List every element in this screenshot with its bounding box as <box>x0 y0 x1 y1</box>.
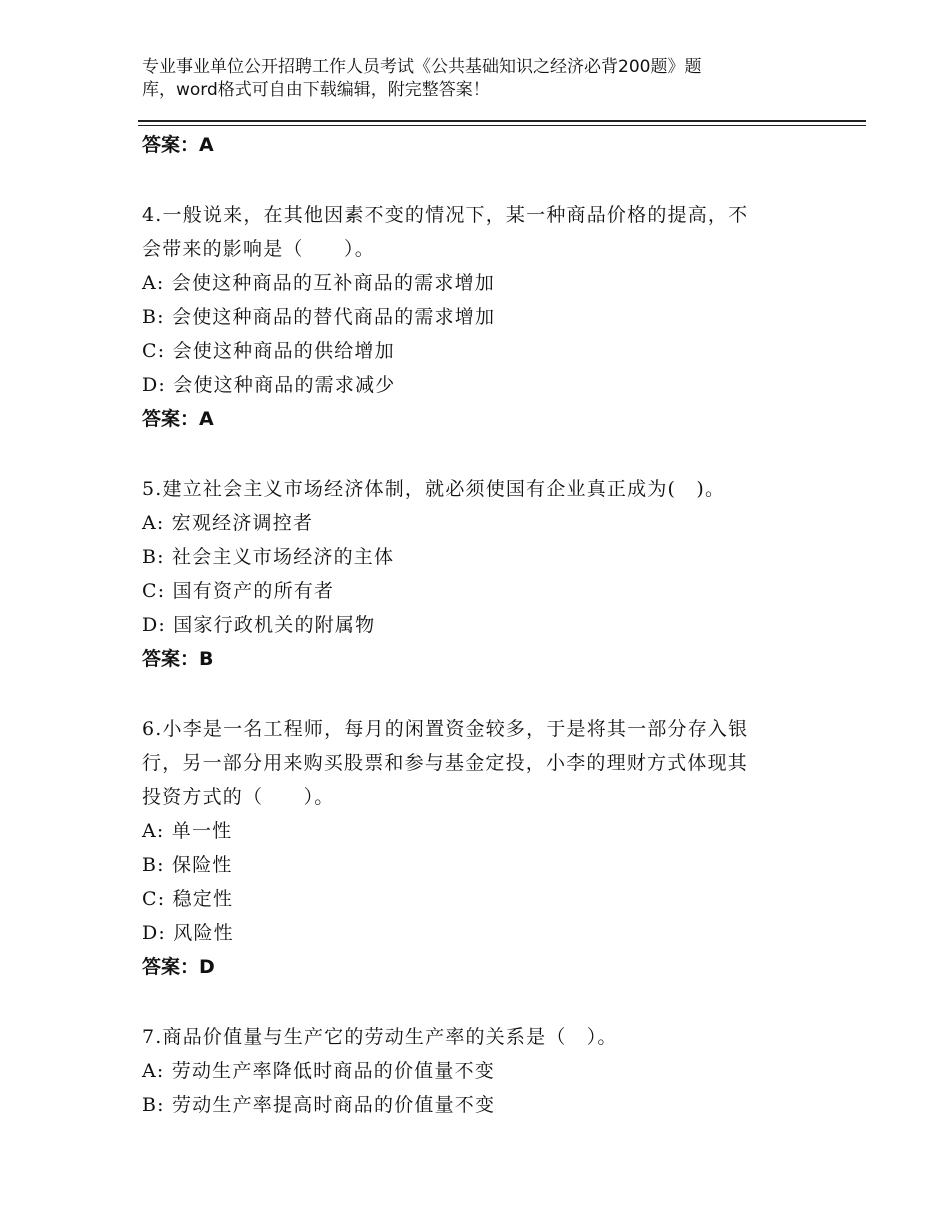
option-d: D: 会使这种商品的需求减少 <box>142 374 396 396</box>
question-list <box>142 128 822 1122</box>
question-7 <box>142 1020 822 1122</box>
option-d: D: 国家行政机关的附属物 <box>142 614 376 636</box>
question-text <box>142 472 822 506</box>
question-line: 4.一般说来，在其他因素不变的情况下，某一种商品价格的提高，不 <box>142 204 749 226</box>
option-a: A: 劳动生产率降低时商品的价值量不变 <box>142 1060 495 1082</box>
option-c: C: 稳定性 <box>142 888 234 910</box>
header-divider <box>138 120 866 126</box>
option-b: B: 劳动生产率提高时商品的价值量不变 <box>142 1094 496 1116</box>
header-line-2: 库，word格式可自由下载编辑，附完整答案！ <box>142 80 490 100</box>
option-a: A: 会使这种商品的互补商品的需求增加 <box>142 272 495 294</box>
question-line: 6.小李是一名工程师，每月的闲置资金较多，于是将其一部分存入银 <box>142 718 749 740</box>
option-d: D: 风险性 <box>142 922 234 944</box>
question-text <box>142 712 822 814</box>
option-b: B: 社会主义市场经济的主体 <box>142 546 395 568</box>
question-6 <box>142 712 822 984</box>
question-line: 7.商品价值量与生产它的劳动生产率的关系是（ ）。 <box>142 1026 618 1048</box>
option-a: A: 单一性 <box>142 820 233 842</box>
option-c: C: 会使这种商品的供给增加 <box>142 340 395 362</box>
question-text <box>142 198 822 266</box>
answer: 答案：A <box>142 408 214 430</box>
question-5 <box>142 472 822 676</box>
question-line: 行，另一部分用来购买股票和参与基金定投，小李的理财方式体现其 <box>142 752 749 774</box>
question-text <box>142 1020 822 1054</box>
answer: 答案：D <box>142 956 215 978</box>
option-a: A: 宏观经济调控者 <box>142 512 314 534</box>
header-line-1: 专业事业单位公开招聘工作人员考试《公共基础知识之经济必背200题》题 <box>142 57 702 77</box>
option-c: C: 国有资产的所有者 <box>142 580 335 602</box>
option-b: B: 会使这种商品的替代商品的需求增加 <box>142 306 496 328</box>
previous-answer: 答案：A <box>142 134 214 156</box>
question-4 <box>142 198 822 436</box>
question-line: 会带来的影响是（ ）。 <box>142 238 375 260</box>
option-b: B: 保险性 <box>142 854 233 876</box>
question-line: 投资方式的（ ）。 <box>142 786 335 808</box>
document-header <box>142 56 842 102</box>
answer: 答案：B <box>142 648 214 670</box>
question-line: 5.建立社会主义市场经济体制，就必须使国有企业真正成为( )。 <box>142 478 726 500</box>
